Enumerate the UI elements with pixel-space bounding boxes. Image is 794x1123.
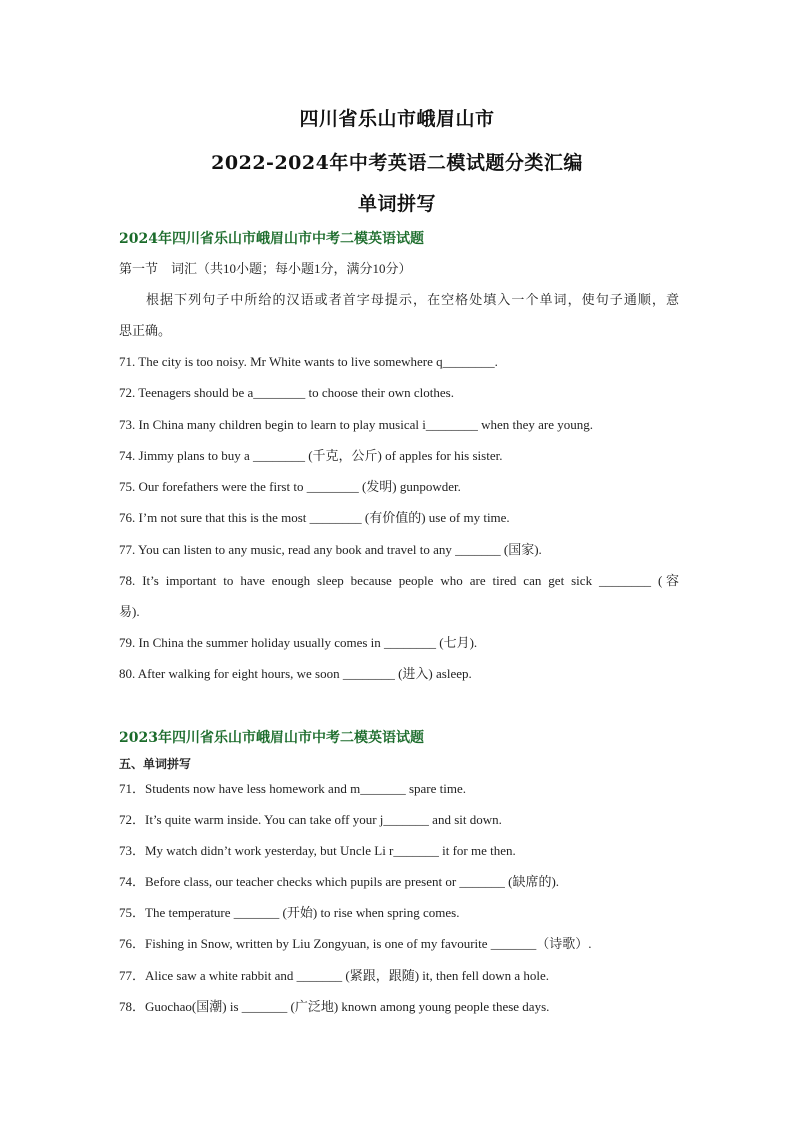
doc-title-collection: 2022-2024年中考英语二模试题分类汇编 — [211, 152, 583, 174]
question-2023-72: 72．It’s quite warm inside. You can take off your j_______ and sit down. — [119, 812, 502, 827]
section-2023-part-label: 五、单词拼写 — [119, 757, 192, 771]
section-2023-heading: 2023年四川省乐山市峨眉山市中考二模英语试题 — [119, 730, 424, 746]
question-2024-71: 71. The city is too noisy. Mr White wants to live somewhere q________. — [119, 354, 498, 369]
question-2023-71: 71．Students now have less homework and m_______ spare time. — [119, 781, 466, 796]
question-2023-74: 74．Before class, our teacher checks which pupils are present or _______ (缺席的). — [119, 874, 560, 889]
doc-title-region: 四川省乐山市峨眉山市 — [299, 108, 495, 130]
question-2024-73: 73. In China many children begin to learn to play musical i________ when they are young. — [119, 417, 594, 432]
question-2024-75: 75. Our forefathers were the first to ________ (发明) gunpowder. — [119, 479, 461, 494]
question-2024-74: 74. Jimmy plans to buy a ________ (千克，公斤) of apples for his sister. — [119, 448, 503, 463]
question-2023-77: 77．Alice saw a white rabbit and _______ (紧跟，跟随) it, then fell down a hole. — [119, 968, 549, 983]
question-2024-80: 80. After walking for eight hours, we soon ________ (进入) asleep. — [119, 666, 472, 681]
section-2024-part-label: 第一节 词汇（共10小题；每小题1分，满分10分） — [119, 261, 412, 276]
question-2024-79: 79. In China the summer holiday usually comes in ________ (七月). — [119, 635, 478, 650]
question-2024-76: 76. I’m not sure that this is the most ________ (有价值的) use of my time. — [119, 510, 510, 525]
question-2023-73: 73．My watch didn’t work yesterday, but Uncle Li r_______ it for me then. — [119, 843, 516, 858]
question-2023-78: 78．Guochao(国潮) is _______ (广泛地) known among young people these days. — [119, 999, 550, 1014]
question-2024-72: 72. Teenagers should be a________ to choose their own clothes. — [119, 385, 454, 400]
question-2023-76: 76．Fishing in Snow, written by Liu Zongyuan, is one of my favourite _______（诗歌）. — [119, 936, 592, 951]
question-2024-78-line1: 78. It’s important to have enough sleep because people who are tired can get sick ________ (容 — [119, 573, 679, 588]
section-2024-instruction-line2: 思正确。 — [119, 323, 172, 338]
question-2024-78-line2: 易). — [119, 604, 140, 619]
question-2024-77: 77. You can listen to any music, read any book and travel to any _______ (国家). — [119, 542, 542, 557]
section-2024-heading: 2024年四川省乐山市峨眉山市中考二模英语试题 — [119, 231, 424, 247]
section-2024-instruction-line1: 根据下列句子中所给的汉语或者首字母提示，在空格处填入一个单词，使句子通顺，意 — [146, 292, 679, 307]
doc-title-topic: 单词拼写 — [357, 193, 436, 215]
question-2023-75: 75．The temperature _______ (开始) to rise when spring comes. — [119, 905, 460, 920]
